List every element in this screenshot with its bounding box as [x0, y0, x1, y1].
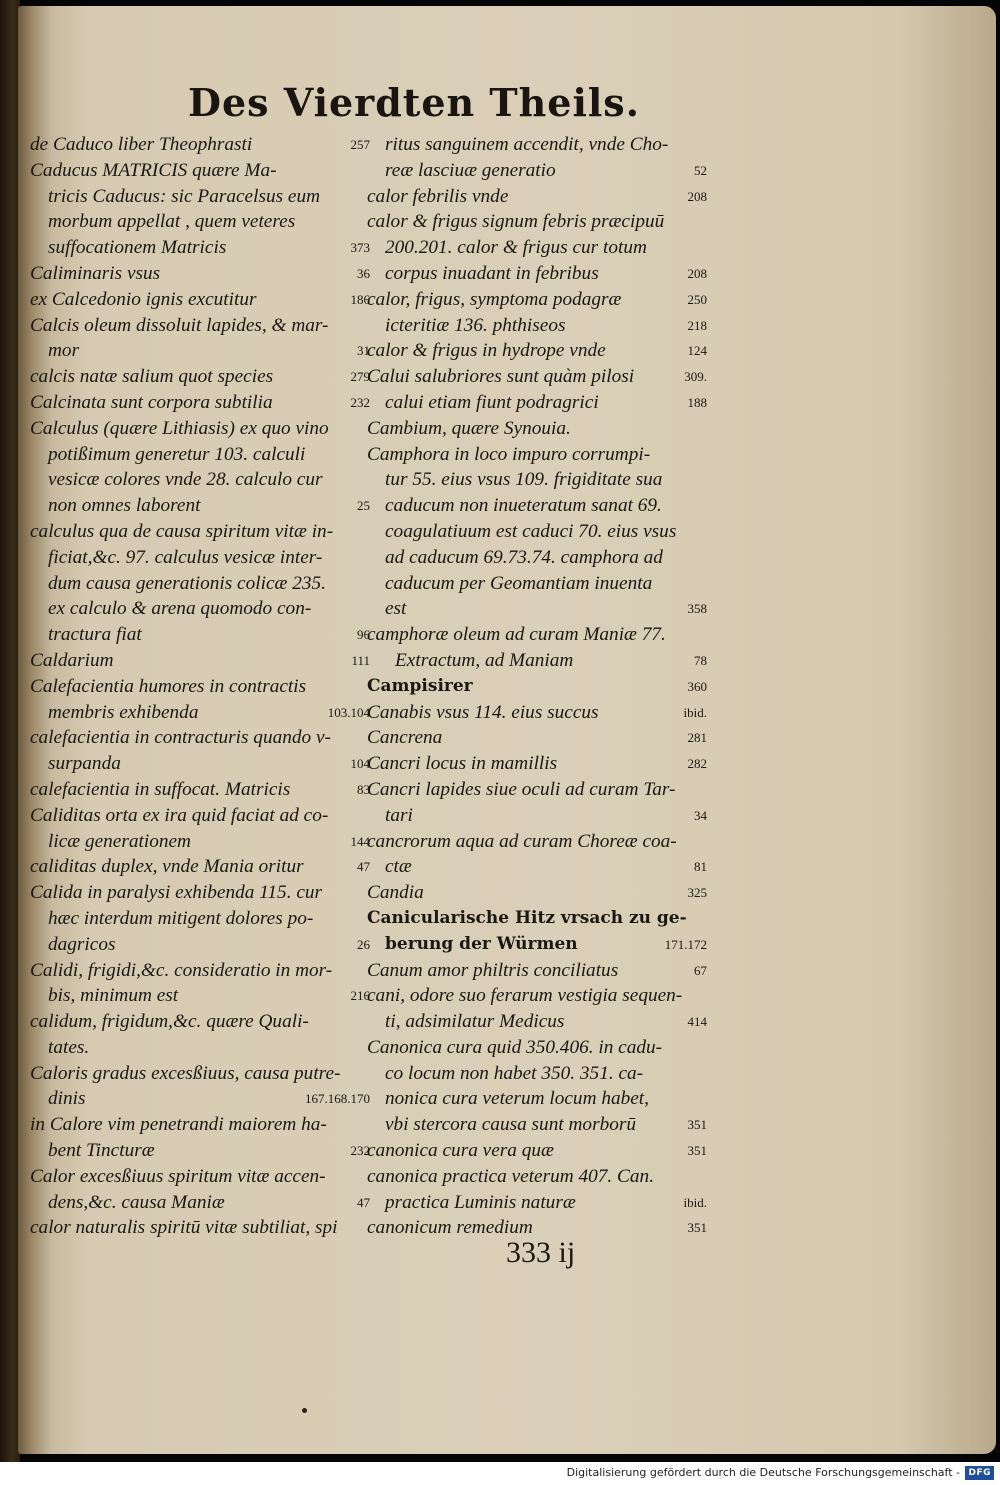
index-entry-line: [30, 493, 370, 519]
page-header-title: Des Vierdten Theils.: [188, 80, 640, 125]
index-entry-text: ex calculo & arena quomodo con-: [48, 598, 312, 620]
index-entry-text: Cancri locus in mamillis: [367, 753, 558, 775]
index-entry-text: ad caducum 69.73.74. camphora ad: [385, 546, 663, 568]
book-spine: [0, 0, 20, 1462]
index-entry-line: [30, 880, 370, 906]
index-entry-text: Canonica cura quid 350.406. in cadu-: [367, 1036, 663, 1058]
index-entry-page-number: 186: [350, 291, 370, 307]
index-entry-line: [367, 442, 707, 468]
index-entry-text: dagricos: [48, 933, 116, 955]
index-entry-line: [367, 519, 707, 545]
index-entry-line: [30, 648, 370, 674]
index-entry-line: [367, 1061, 707, 1087]
index-entry-line: [367, 932, 707, 958]
index-entry-line: [30, 674, 370, 700]
index-entry-line: [30, 338, 370, 364]
index-entry-page-number: 36: [357, 265, 370, 281]
index-entry-text: caducum per Geomantiam inuenta: [385, 572, 653, 594]
index-entry-text: calefacientia in contracturis quando v-: [30, 727, 331, 749]
index-entry-page-number: 351: [687, 1117, 707, 1133]
index-entry-page-number: 325: [687, 885, 707, 901]
index-entry-text: coagulatiuum est caduci 70. eius vsus: [385, 520, 677, 542]
index-entry-line: [367, 1164, 707, 1190]
index-entry-page-number: 111: [351, 652, 370, 668]
index-entry-line: [30, 261, 370, 287]
index-column-right: [367, 132, 707, 1241]
index-entry-text: Cambium, quære Synouia.: [367, 417, 571, 439]
index-entry-page-number: 52: [694, 162, 707, 178]
index-entry-text: Calui salubriores sunt quàm pilosi: [367, 366, 635, 388]
index-entry-page-number: 232: [350, 394, 370, 410]
index-entry-text: cancrorum aqua ad curam Choreæ coa-: [367, 830, 677, 852]
index-entry-text: Calida in paralysi exhibenda 115. cur: [30, 882, 323, 904]
index-entry-text: licæ generationem: [48, 830, 191, 852]
index-entry-line: [30, 1061, 370, 1087]
index-entry-text: calidum, frigidum,&c. quære Quali-: [30, 1011, 309, 1033]
index-entry-text: Canabis vsus 114. eius succus: [367, 701, 599, 723]
index-entry-line: [367, 571, 707, 597]
index-entry-text: corpus inuadant in febribus: [385, 262, 599, 284]
index-entry-text: canonica cura vera quæ: [367, 1140, 554, 1162]
index-entry-text: membris exhibenda: [48, 701, 199, 723]
index-entry-text: Candia: [367, 882, 424, 904]
index-entry-text: surpanda: [48, 753, 121, 775]
index-entry-page-number: 218: [687, 317, 707, 333]
index-entry-page-number: ibid.: [683, 704, 707, 720]
index-entry-line: [367, 648, 707, 674]
index-entry-line: [367, 958, 707, 984]
index-entry-text: tari: [385, 804, 413, 826]
book-page: [18, 6, 996, 1454]
index-entry-line: [30, 854, 370, 880]
index-entry-page-number: 96: [357, 627, 370, 643]
index-entry-page-number: 171.172: [664, 936, 707, 952]
index-entry-line: [367, 184, 707, 210]
index-entry-line: [367, 983, 707, 1009]
folio-signature: 333 ij: [506, 1236, 576, 1269]
index-entry-text: Caldarium: [30, 649, 114, 671]
index-entry-text: est: [385, 598, 407, 620]
index-entry-text: Calcis oleum dissoluit lapides, & mar-: [30, 314, 329, 336]
index-entry-line: [367, 1190, 707, 1216]
index-entry-page-number: 78: [694, 652, 707, 668]
index-column-left: [30, 132, 370, 1241]
dfg-logo: DFG: [965, 1466, 994, 1480]
index-entry-text: tates.: [48, 1036, 90, 1058]
index-entry-line: [367, 467, 707, 493]
index-entry-text: reæ lasciuæ generatio: [385, 159, 556, 181]
index-entry-page-number: 281: [687, 730, 707, 746]
index-entry-page-number: 282: [687, 756, 707, 772]
index-entry-line: [30, 313, 370, 339]
footer-credit-text: Digitalisierung gefördert durch die Deutsche Forschungsgemeinschaft -: [566, 1466, 960, 1479]
index-entry-text: Camphora in loco impuro corrumpi-: [367, 443, 651, 465]
index-entry-text: vbi stercora causa sunt morborū: [385, 1114, 637, 1136]
index-entry-page-number: 81: [694, 859, 707, 875]
index-entry-text: morbum appellat , quem veteres: [48, 211, 296, 233]
index-entry-line: [367, 493, 707, 519]
index-entry-line: [367, 854, 707, 880]
index-entry-text: de Caduco liber Theophrasti: [30, 134, 253, 155]
index-entry-text: bent Tincturæ: [48, 1140, 155, 1162]
index-entry-text: Caducus MATRICIS quære Ma-: [30, 159, 277, 181]
index-entry-line: [30, 571, 370, 597]
index-entry-line: [367, 1112, 707, 1138]
index-entry-text: Campisirer: [367, 675, 473, 696]
index-entry-line: [367, 416, 707, 442]
index-entry-page-number: 351: [687, 1143, 707, 1159]
index-entry-line: [30, 209, 370, 235]
index-entry-text: potißimum generetur 103. calculi: [48, 443, 306, 465]
index-entry-page-number: 373: [350, 240, 370, 256]
ink-dot: [302, 1408, 307, 1413]
index-entry-text: cani, odore suo ferarum vestigia sequen-: [367, 985, 683, 1007]
index-entry-line: [367, 1035, 707, 1061]
index-entry-page-number: 360: [687, 678, 707, 694]
index-entry-text: vesicæ colores vnde 28. calculo cur: [48, 469, 323, 491]
index-entry-text: Extractum, ad Maniam: [395, 649, 574, 671]
index-entry-text: camphoræ oleum ad curam Maniæ 77.: [367, 624, 666, 646]
index-entry-line: [30, 519, 370, 545]
index-entry-text: berung der Würmen: [385, 933, 578, 954]
index-entry-text: icteritiæ 136. phthiseos: [385, 314, 566, 336]
index-entry-line: [367, 1138, 707, 1164]
index-entry-page-number: 208: [687, 188, 707, 204]
index-entry-text: ex Calcedonio ignis excutitur: [30, 288, 257, 310]
index-entry-text: caducum non inueteratum sanat 69.: [385, 495, 662, 517]
index-entry-text: non omnes laborent: [48, 495, 201, 517]
index-entry-text: Calculus (quære Lithiasis) ex quo vino: [30, 417, 329, 439]
index-entry-page-number: 83: [357, 781, 370, 797]
index-entry-line: [30, 1138, 370, 1164]
index-entry-text: calor naturalis spiritū vitæ subtiliat, spi: [30, 1217, 338, 1239]
index-entry-line: [30, 983, 370, 1009]
index-entry-text: tur 55. eius vsus 109. frigiditate sua: [385, 469, 663, 491]
index-entry-line: [367, 674, 707, 700]
index-entry-line: [367, 829, 707, 855]
index-entry-text: Caliminaris vsus: [30, 262, 161, 284]
index-entry-text: hæc interdum mitigent dolores po-: [48, 907, 314, 929]
index-entry-line: [30, 803, 370, 829]
index-entry-page-number: ibid.: [683, 1194, 707, 1210]
index-entry-line: [367, 596, 707, 622]
index-entry-page-number: 414: [687, 1014, 707, 1030]
index-entry-line: [30, 235, 370, 261]
index-entry-line: [367, 158, 707, 184]
index-entry-text: 200.201. calor & frigus cur totum: [385, 237, 647, 259]
index-entry-text: canonica practica veterum 407. Can.: [367, 1165, 655, 1187]
index-entry-text: calefacientia in suffocat. Matricis: [30, 778, 291, 800]
index-entry-text: dum causa generationis colicæ 235.: [48, 572, 326, 594]
index-entry-page-number: 167.168.170: [305, 1091, 370, 1107]
index-entry-line: [367, 725, 707, 751]
index-entry-text: Calor excesßiuus spiritum vitæ accen-: [30, 1165, 326, 1187]
index-entry-page-number: 103.104: [327, 704, 370, 720]
index-entry-text: Calefacientia humores in contractis: [30, 675, 307, 697]
index-entry-page-number: 144: [350, 833, 370, 849]
index-entry-line: [30, 1215, 370, 1241]
index-entry-text: dens,&c. causa Maniæ: [48, 1191, 225, 1213]
index-entry-line: [30, 287, 370, 313]
index-entry-line: [30, 777, 370, 803]
index-entry-text: in Calore vim penetrandi maiorem ha-: [30, 1114, 327, 1136]
index-entry-text: canonicum remedium: [367, 1217, 533, 1239]
index-entry-line: [30, 132, 370, 158]
index-entry-line: [30, 751, 370, 777]
index-entry-line: [367, 906, 707, 932]
index-entry-page-number: 67: [694, 962, 707, 978]
index-entry-text: Caloris gradus excesßiuus, causa putre-: [30, 1062, 341, 1084]
index-entry-text: dinis: [48, 1088, 86, 1110]
index-entry-text: calor, frigus, symptoma podagræ: [367, 288, 622, 310]
index-entry-page-number: 188: [687, 394, 707, 410]
index-entry-page-number: 208: [687, 265, 707, 281]
index-entry-line: [367, 545, 707, 571]
digitization-footer: [0, 1462, 1000, 1485]
index-entry-text: ficiat,&c. 97. calculus vesicæ inter-: [48, 546, 323, 568]
index-entry-line: [30, 958, 370, 984]
index-entry-line: [367, 700, 707, 726]
index-entry-line: [367, 313, 707, 339]
index-entry-page-number: 47: [357, 1194, 370, 1210]
index-entry-line: [367, 1086, 707, 1112]
index-entry-line: [30, 596, 370, 622]
index-entry-page-number: 31: [357, 343, 370, 359]
index-entry-line: [367, 132, 707, 158]
index-entry-line: [30, 829, 370, 855]
index-entry-line: [30, 442, 370, 468]
index-entry-page-number: 279: [350, 369, 370, 385]
index-entry-line: [367, 261, 707, 287]
index-entry-line: [30, 545, 370, 571]
index-entry-line: [30, 416, 370, 442]
index-entry-line: [30, 390, 370, 416]
index-entry-text: Calidi, frigidi,&c. consideratio in mor-: [30, 959, 333, 981]
index-entry-line: [30, 158, 370, 184]
index-entry-text: caliditas duplex, vnde Mania oritur: [30, 856, 304, 878]
index-entry-page-number: 250: [687, 291, 707, 307]
index-entry-line: [30, 700, 370, 726]
index-entry-page-number: 257: [350, 137, 370, 152]
index-entry-text: calculus qua de causa spiritum vitæ in-: [30, 520, 334, 542]
index-entry-page-number: 25: [357, 498, 370, 514]
index-entry-line: [367, 235, 707, 261]
index-entry-text: calcis natæ salium quot species: [30, 366, 274, 388]
index-entry-text: Canum amor philtris conciliatus: [367, 959, 619, 981]
index-entry-line: [30, 1190, 370, 1216]
index-entry-text: Calcinata sunt corpora subtilia: [30, 391, 273, 413]
index-entry-line: [30, 906, 370, 932]
index-entry-line: [30, 1086, 370, 1112]
index-entry-text: practica Luminis naturæ: [385, 1191, 576, 1213]
index-entry-text: Canicularische Hitz vrsach zu ge-: [367, 907, 687, 928]
index-entry-text: suffocationem Matricis: [48, 237, 227, 259]
index-entry-page-number: 104: [350, 756, 370, 772]
index-entry-text: Cancrena: [367, 727, 443, 749]
index-entry-text: co locum non habet 350. 351. ca-: [385, 1062, 644, 1084]
index-entry-page-number: 124: [687, 343, 707, 359]
index-entry-text: Caliditas orta ex ira quid faciat ad co-: [30, 804, 329, 826]
index-entry-text: calui etiam fiunt podragrici: [385, 391, 599, 413]
index-entry-line: [30, 725, 370, 751]
index-entry-page-number: 351: [687, 1220, 707, 1236]
index-entry-line: [30, 364, 370, 390]
index-entry-line: [367, 751, 707, 777]
index-entry-page-number: 232: [350, 1143, 370, 1159]
index-entry-line: [367, 1009, 707, 1035]
index-entry-line: [367, 390, 707, 416]
index-entry-line: [367, 777, 707, 803]
index-entry-line: [367, 880, 707, 906]
index-entry-page-number: 47: [357, 859, 370, 875]
index-entry-line: [30, 467, 370, 493]
index-entry-page-number: 26: [357, 936, 370, 952]
index-entry-line: [30, 1164, 370, 1190]
index-entry-page-number: 34: [694, 807, 707, 823]
index-entry-text: bis, minimum est: [48, 985, 179, 1007]
index-entry-text: tricis Caducus: sic Paracelsus eum: [48, 185, 321, 207]
index-entry-text: ritus sanguinem accendit, vnde Cho-: [385, 134, 669, 155]
index-entry-line: [30, 1035, 370, 1061]
index-entry-line: [367, 209, 707, 235]
index-entry-line: [367, 364, 707, 390]
index-entry-line: [30, 184, 370, 210]
index-entry-text: calor & frigus signum febris præcipuū: [367, 211, 665, 233]
index-entry-text: calor febrilis vnde: [367, 185, 509, 207]
index-entry-text: mor: [48, 340, 80, 362]
index-entry-line: [30, 1112, 370, 1138]
index-entry-line: [367, 803, 707, 829]
index-entry-line: [367, 338, 707, 364]
index-entry-page-number: 358: [687, 601, 707, 617]
index-entry-line: [30, 932, 370, 958]
index-entry-text: ti, adsimilatur Medicus: [385, 1011, 565, 1033]
index-entry-text: ctæ: [385, 856, 412, 878]
index-entry-line: [367, 287, 707, 313]
index-entry-line: [30, 622, 370, 648]
index-entry-page-number: 216: [350, 988, 370, 1004]
index-entry-text: nonica cura veterum locum habet,: [385, 1088, 649, 1110]
index-entry-page-number: 309.: [684, 369, 707, 385]
index-entry-text: tractura fiat: [48, 624, 142, 646]
index-entry-text: Cancri lapides siue oculi ad curam Tar-: [367, 778, 676, 800]
index-entry-text: calor & frigus in hydrope vnde: [367, 340, 606, 362]
index-entry-line: [367, 622, 707, 648]
index-entry-line: [30, 1009, 370, 1035]
